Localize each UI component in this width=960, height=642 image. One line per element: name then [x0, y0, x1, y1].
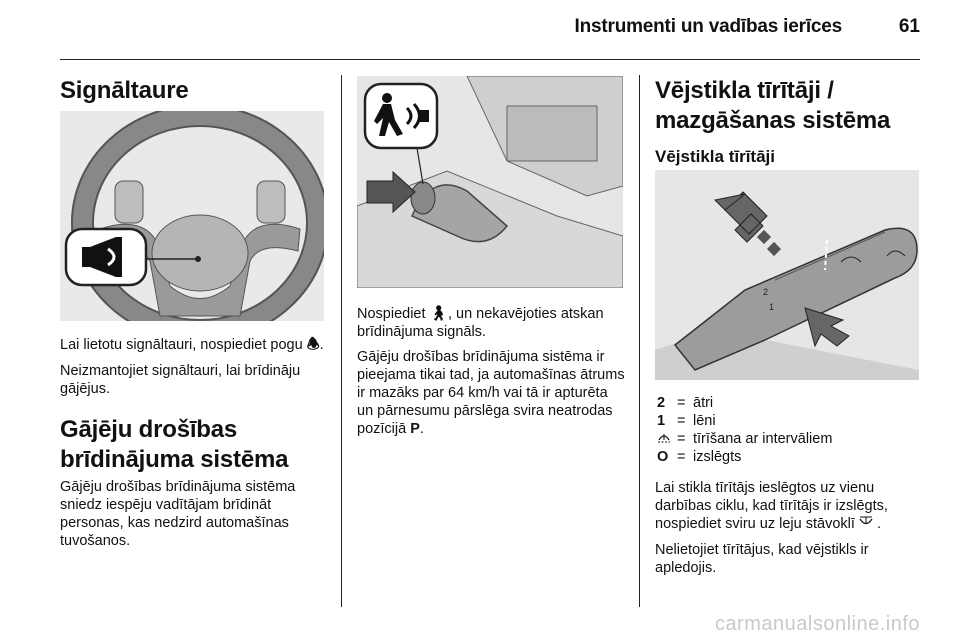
- horn-warning-paragraph: Neizmantojiet signāltauri, lai brīdināju gājējus.: [60, 363, 301, 397]
- section-heading-wipers: Vējstikla tīrītāji / mazgāšanas sistēma: [655, 77, 891, 134]
- column-1: [60, 76, 325, 106]
- legend-row-slow: 1 = lēni: [657, 413, 716, 429]
- watermark: carmanualsonline.info: [714, 613, 920, 635]
- column-divider-2: [639, 75, 640, 607]
- pedestrian-warning-icon: 🚶︎: [429, 306, 448, 322]
- ice-warning-paragraph: Nelietojiet tīrītājus, kad vējstikls ir apledojis.: [655, 542, 869, 576]
- single-wipe-icon: [859, 516, 877, 532]
- column-1-body: [60, 336, 328, 550]
- header-rule: [60, 59, 920, 60]
- svg-text:2: 2: [763, 287, 769, 297]
- pedestrian-paragraph: Gājēju drošības brīdinājuma sistēma sniedz iespēju vadītājam brīdināt personas, kas nedzird automašīnas tuvošanos.: [60, 479, 296, 549]
- legend-row-off: O = izslēgts: [657, 449, 742, 465]
- wiper-legend: [657, 394, 937, 466]
- horn-icon: 🕭︎: [306, 337, 320, 353]
- legend-row-fast: 2 = ātri: [657, 395, 714, 411]
- single-wipe-paragraph: Lai stikla tīrītājs ieslēgtos uz vienu darbības ciklu, kad tīrītājs ir izslēgts, nospiediet sviru uz leju stāvoklī .: [655, 480, 888, 532]
- wiper-lever-illustration: [655, 170, 919, 380]
- column-2-body: [357, 305, 627, 438]
- section-heading-horn: Signāltaure: [60, 77, 189, 104]
- gear-position-p: P: [410, 421, 420, 437]
- subheading-wipers: Vējstikla tīrītāji: [655, 147, 775, 166]
- pedestrian-availability-paragraph: Gājēju drošības brīdinājuma sistēma ir pieejama tikai tad, ja automašīnas ātrums ir mazāks par 64 km/h vai tā ir apturēta un pārnesumu pārslēga svira neatrodas pozīcijā P.: [357, 349, 625, 437]
- pedestrian-warning-illustration: [357, 76, 623, 288]
- page-header-title: Instrumenti un vadības ierīces: [574, 16, 842, 37]
- pedestrian-press-paragraph: Nospiediet 🚶︎, un nekavējoties atskan brīdinājuma signāls.: [357, 306, 604, 340]
- page-number: 61: [898, 16, 920, 37]
- interval-wiper-icon: [657, 430, 677, 448]
- section-heading-pedestrian: Gājēju drošības brīdinājuma sistēma: [60, 416, 289, 473]
- column-divider-1: [341, 75, 342, 607]
- legend-row-interval: = tīrīšana ar intervāliem: [657, 430, 937, 448]
- steering-wheel-illustration: [60, 111, 324, 321]
- horn-paragraph: Lai lietotu signāltauri, nospiediet pogu 🕭︎.: [60, 337, 324, 353]
- column-3-head: [655, 76, 935, 167]
- column-3-body: [655, 479, 930, 577]
- svg-text:1: 1: [769, 302, 775, 312]
